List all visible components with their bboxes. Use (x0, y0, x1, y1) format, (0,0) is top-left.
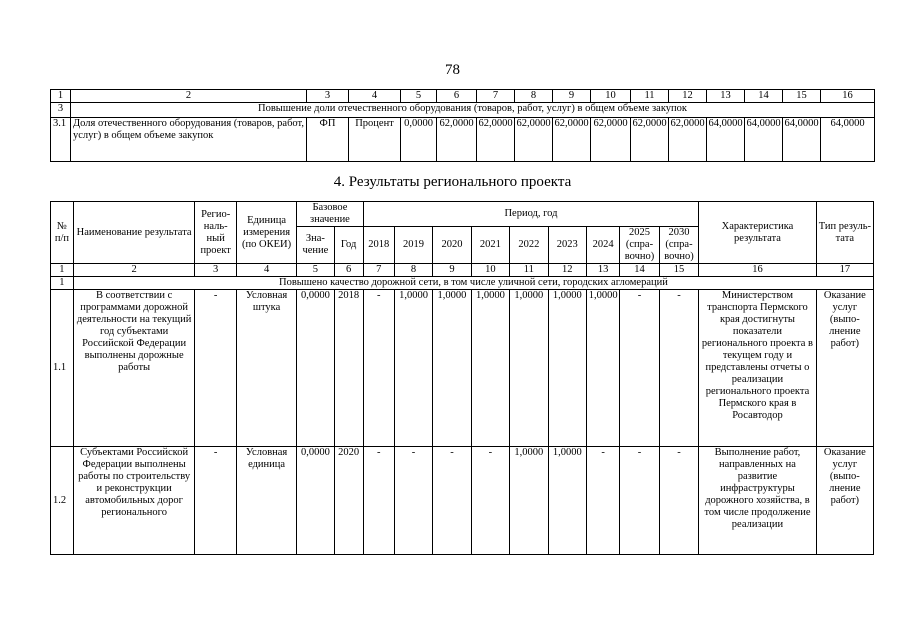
header-year-2021: 2021 (471, 227, 509, 264)
year-value: - (659, 290, 699, 447)
column-number: 4 (349, 90, 401, 103)
header-num: № п/п (51, 202, 74, 264)
indicator-value: 64,0000 (783, 118, 821, 162)
column-number: 12 (669, 90, 707, 103)
column-number: 13 (587, 264, 620, 277)
result-regional: - (195, 447, 237, 555)
column-number: 4 (236, 264, 296, 277)
year-value: - (471, 447, 509, 555)
row-number: 3.1 (51, 118, 71, 162)
base-value: 0,0000 (297, 447, 334, 555)
column-number: 13 (707, 90, 745, 103)
year-value: - (620, 447, 659, 555)
column-number: 9 (553, 90, 591, 103)
header-year-2024: 2024 (587, 227, 620, 264)
column-number: 6 (334, 264, 363, 277)
column-number: 6 (437, 90, 477, 103)
indicator-value: 62,0000 (591, 118, 631, 162)
column-number-row (51, 90, 875, 103)
indicator-value: 64,0000 (745, 118, 783, 162)
indicator-value: 64,0000 (707, 118, 745, 162)
indicator-value: 62,0000 (553, 118, 591, 162)
header-year-2023: 2023 (548, 227, 586, 264)
year-value: - (363, 447, 394, 555)
year-value: 1,0000 (510, 447, 548, 555)
indicator-value: 62,0000 (515, 118, 553, 162)
header-characteristic: Характеристика результата (699, 202, 816, 264)
indicator-value: 62,0000 (437, 118, 477, 162)
section-title: Повышено качество дорожной сети, в том числе уличной сети, городских агломераций (73, 277, 873, 290)
result-characteristic: Выполнение работ, направленных на развитие инфраструктуры дорожного хозяйства, в том числе продолжение реализации (699, 447, 816, 555)
column-number-row (51, 264, 874, 277)
header-regional: Регио-наль-ный проект (195, 202, 237, 264)
indicator-unit: Процент (349, 118, 401, 162)
column-number: 10 (591, 90, 631, 103)
column-number: 11 (631, 90, 669, 103)
indicator-name: Доля отечественного оборудования (товаров, работ, услуг) в общем объеме закупок (71, 118, 307, 162)
header-result-type: Тип резуль-тата (816, 202, 873, 264)
column-number: 3 (195, 264, 237, 277)
year-value: - (659, 447, 699, 555)
column-number: 14 (745, 90, 783, 103)
header-period: Период, год (363, 202, 699, 227)
indicator-value: 62,0000 (631, 118, 669, 162)
column-number: 2 (73, 264, 195, 277)
section-heading: 4. Результаты регионального проекта (333, 174, 572, 190)
header-year: Год (334, 227, 363, 264)
result-characteristic: Министерством транспорта Пермского края достигнуты показатели регионального проекта в текущем году и представлены отчеты о реализации регионального проекта Пермского края в Росавтодор (699, 290, 816, 447)
year-value: 1,0000 (510, 290, 548, 447)
column-number: 16 (821, 90, 875, 103)
row-number: 1.1 (51, 290, 74, 447)
header-baseline: Базовое значение (297, 202, 363, 227)
header-year-2019: 2019 (394, 227, 432, 264)
results-table (50, 201, 874, 555)
column-number: 1 (51, 90, 71, 103)
section-number: 3 (51, 103, 71, 118)
column-number: 11 (510, 264, 548, 277)
year-value: - (587, 447, 620, 555)
result-name: Субъектами Российской Федерации выполнены работы по строительству и реконструкции автомобильных дорог регионального (73, 447, 195, 555)
result-type: Оказание услуг (выпо-лнение работ) (816, 447, 873, 555)
base-value: 0,0000 (297, 290, 334, 447)
header-year-2018: 2018 (363, 227, 394, 264)
column-number: 15 (783, 90, 821, 103)
indicator-row (51, 118, 875, 162)
header-name: Наименование результата (73, 202, 195, 264)
column-number: 5 (297, 264, 334, 277)
header-year-2030: 2030 (спра-вочно) (659, 227, 699, 264)
result-unit: Условная единица (236, 447, 296, 555)
header-year-2025: 2025 (спра-вочно) (620, 227, 659, 264)
column-number: 8 (515, 90, 553, 103)
indicator-type: ФП (307, 118, 349, 162)
result-regional: - (195, 290, 237, 447)
column-number: 7 (477, 90, 515, 103)
year-value: - (394, 447, 432, 555)
year-value: 1,0000 (587, 290, 620, 447)
column-number: 7 (363, 264, 394, 277)
year-value: 1,0000 (471, 290, 509, 447)
header-value: Зна-чение (297, 227, 334, 264)
indicator-value: 64,0000 (821, 118, 875, 162)
column-number: 1 (51, 264, 74, 277)
column-number: 12 (548, 264, 586, 277)
section-title: Повышение доли отечественного оборудования (товаров, работ, услуг) в общем объеме закупок (71, 103, 875, 118)
year-value: 1,0000 (394, 290, 432, 447)
base-year: 2018 (334, 290, 363, 447)
year-value: - (620, 290, 659, 447)
header-year-2020: 2020 (433, 227, 471, 264)
indicators-table (50, 89, 875, 162)
section-number: 1 (51, 277, 74, 290)
column-number: 8 (394, 264, 432, 277)
result-unit: Условная штука (236, 290, 296, 447)
column-number: 9 (433, 264, 471, 277)
indicator-value: 0,0000 (401, 118, 437, 162)
result-row (51, 290, 874, 447)
section-row (51, 103, 875, 118)
column-number: 14 (620, 264, 659, 277)
column-number: 15 (659, 264, 699, 277)
column-number: 16 (699, 264, 816, 277)
column-number: 3 (307, 90, 349, 103)
base-year: 2020 (334, 447, 363, 555)
indicator-value: 62,0000 (477, 118, 515, 162)
section-row (51, 277, 874, 290)
year-value: - (433, 447, 471, 555)
indicator-value: 62,0000 (669, 118, 707, 162)
header-year-2022: 2022 (510, 227, 548, 264)
result-row (51, 447, 874, 555)
year-value: 1,0000 (433, 290, 471, 447)
year-value: 1,0000 (548, 290, 586, 447)
result-type: Оказание услуг (выпо-лнение работ) (816, 290, 873, 447)
column-number: 5 (401, 90, 437, 103)
year-value: 1,0000 (548, 447, 586, 555)
column-number: 10 (471, 264, 509, 277)
column-number: 17 (816, 264, 873, 277)
result-name: В соответствии с программами дорожной деятельности на текущий год субъектами Российской Федерации выполнены дорожные работы (73, 290, 195, 447)
header-unit: Единица измерения (по ОКЕИ) (236, 202, 296, 264)
column-number: 2 (71, 90, 307, 103)
year-value: - (363, 290, 394, 447)
row-number: 1.2 (51, 447, 74, 555)
page-number: 78 (445, 62, 460, 78)
